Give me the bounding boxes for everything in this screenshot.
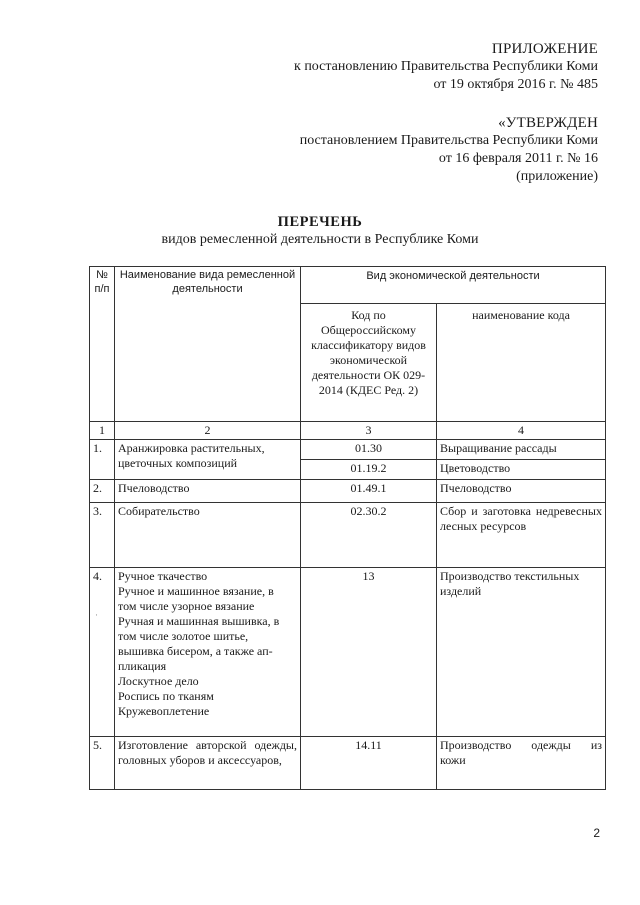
document-subtitle: видов ремесленной деятельности в Республике Коми (161, 232, 479, 247)
table-row (90, 503, 606, 568)
row-code: 14.11 (301, 737, 437, 790)
crafts-table (89, 266, 606, 790)
code-name-first-line (440, 738, 602, 753)
row-name-line: Кружевоплетение (118, 704, 210, 718)
code-name-word: из (590, 738, 602, 752)
resolution-date: от 19 октября 2016 г. № 485 (433, 77, 598, 92)
approved-by: постановлением Правительства Республики Коми (299, 133, 598, 148)
row-num: 5. (90, 737, 115, 790)
row-name-line: том числе узорное вязание (118, 599, 255, 613)
row-name: Пчеловодство (115, 480, 301, 503)
row-name: Собирательство (115, 503, 301, 568)
document-title: ПЕРЕЧЕНЬ (277, 214, 363, 230)
header-code: Код по Общероссийскому классификатору видов экономической деятельности ОК 029-2014 (КДЕС Ред. 2) (301, 304, 437, 422)
row-name (115, 568, 301, 737)
header-code-name: наименование кода (437, 304, 606, 422)
header-activity: Вид экономической деятельности (301, 267, 606, 304)
page-number: 2 (593, 826, 600, 840)
row-code-name: Выращивание рассады (437, 440, 606, 460)
row-name-line: Ручное и машинное вязание, в (118, 584, 274, 598)
row-name-line: Ручная и машинная вышивка, в (118, 614, 280, 628)
row-code: 02.30.2 (301, 503, 437, 568)
row-code: 01.19.2 (301, 460, 437, 480)
column-number: 2 (115, 422, 301, 440)
header-name: Наименование вида ремесленной деятельности (115, 267, 301, 422)
table-row (90, 480, 606, 503)
scan-mark: · (95, 610, 98, 620)
approved-label: «УТВЕРЖДЕН (498, 115, 598, 131)
column-number: 1 (90, 422, 115, 440)
row-code: 01.49.1 (301, 480, 437, 503)
row-code: 13 (301, 568, 437, 737)
row-code-name: Пчеловодство (437, 480, 606, 503)
table-header-row (90, 267, 606, 304)
row-name-line: пликация (118, 659, 167, 673)
header-block (294, 40, 598, 186)
row-code: 01.30 (301, 440, 437, 460)
row-name-line: Ручное ткачество (118, 569, 208, 583)
table-row (90, 568, 606, 737)
code-name-word: одежды (531, 738, 571, 752)
row-code-name: Сбор и заготовка недревесных лесных ресурсов (437, 503, 606, 568)
approved-date: от 16 февраля 2011 г. № 16 (438, 151, 598, 166)
row-code-name: Производство текстильных изделий (437, 568, 606, 737)
row-num: 3. (90, 503, 115, 568)
column-numbers-row (90, 422, 606, 440)
resolution-reference: к постановлению Правительства Республики Коми (294, 59, 598, 74)
row-name-line: Лоскутное дело (118, 674, 199, 688)
table-row (90, 440, 606, 460)
column-number: 3 (301, 422, 437, 440)
row-name-line: вышивка бисером, а также ап- (118, 644, 273, 658)
code-name-word: Производство (440, 738, 512, 752)
row-num: 1. (90, 440, 115, 480)
approved-note: (приложение) (516, 169, 598, 184)
code-name-tail: кожи (440, 753, 466, 767)
row-name: Изготовление авторской одежды, головных уборов и аксессуаров, (115, 737, 301, 790)
row-num: 2. (90, 480, 115, 503)
table-row (90, 737, 606, 790)
appendix-label: ПРИЛОЖЕНИЕ (491, 41, 598, 57)
header-num: № п/п (90, 267, 115, 422)
row-code-name: Цветоводство (437, 460, 606, 480)
row-name-line: том числе золотое шитье, (118, 629, 249, 643)
row-num: 4. (90, 568, 115, 737)
row-name: Аранжировка растительных, цветочных композиций (115, 440, 301, 480)
column-number: 4 (437, 422, 606, 440)
row-code-name (437, 737, 606, 790)
row-name-line: Роспись по тканям (118, 689, 214, 703)
